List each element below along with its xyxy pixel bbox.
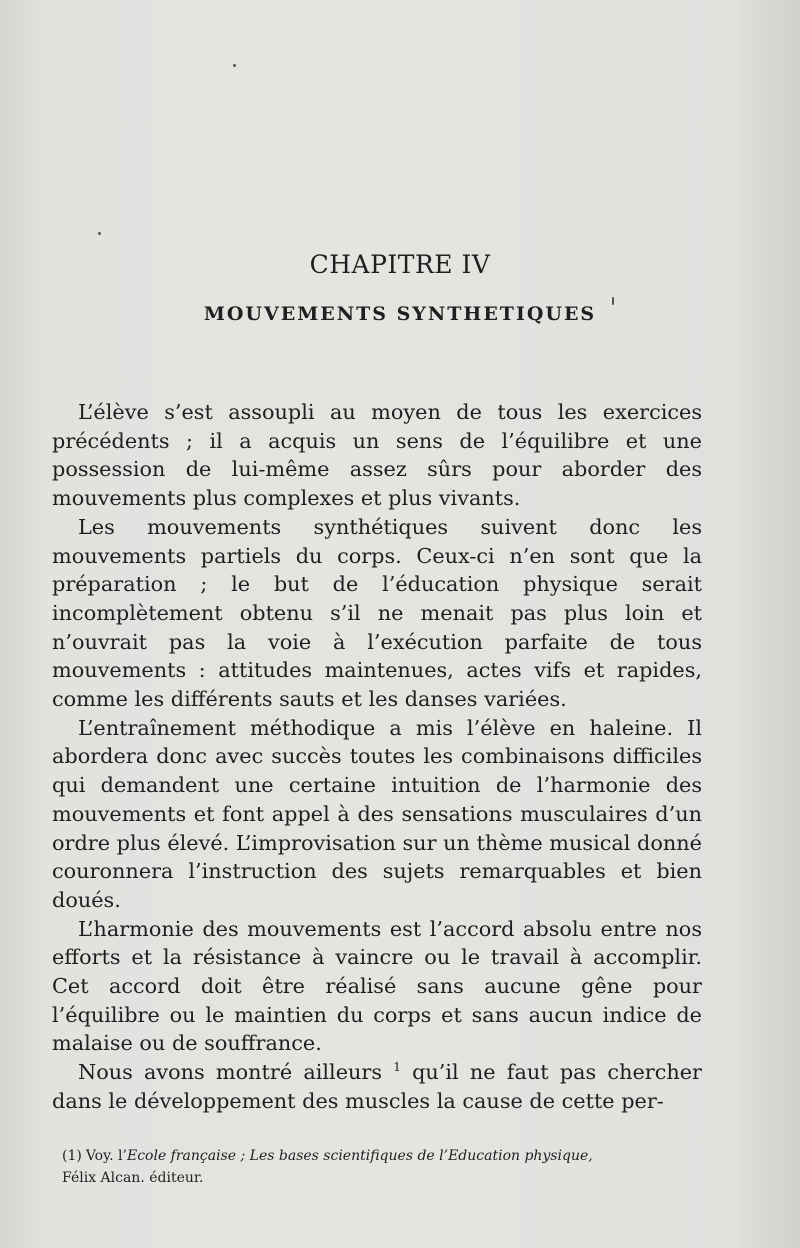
paragraph-2: Les mouvements synthétiques suivent donc les mouvements partiels du corps. Ceux-ci n’en sont que la préparation ; le but de l’éducation physique serait incomplètement obtenu s’il ne menait pas plus loin et n’ouvrait pas la voie à l’exécution parfaite de tous mouvements : attitudes maintenues, actes vifs et rapides, comme les différents sauts et les danses variées. <box>52 514 702 712</box>
footnote-reference[interactable]: 1 <box>393 1060 401 1075</box>
footnote <box>62 1145 712 1189</box>
footnote-title: Ecole française ; Les bases scientifiques de l’Education physique, <box>126 1148 593 1164</box>
footnote-marker: (1) <box>62 1148 82 1164</box>
body-text <box>52 398 702 1116</box>
footnote-prefix: Voy. l’ <box>85 1148 127 1164</box>
paragraph-5-end: qu’il ne faut pas chercher dans le développement des muscles la cause de cette per- <box>52 1060 702 1113</box>
print-speck <box>233 64 236 67</box>
print-speck <box>98 232 101 235</box>
chapter-title: MOUVEMENTS SYNTHETIQUES <box>203 303 597 325</box>
paragraph-1: L’élève s’est assoupli au moyen de tous les exercices précédents ; il a acquis un sens de l’équilibre et une possession de lui-même assez sûrs pour aborder des mouvements plus complexes et plus vivants. <box>52 400 702 511</box>
print-speck <box>612 297 614 305</box>
paragraph-4: L’harmonie des mouvements est l’accord absolu entre nos efforts et la résistance à vaincre ou le travail à accomplir. Cet accord doit être réalisé sans aucune gêne pour l’équilibre ou le maintien du corps et sans aucun indice de malaise ou de souffrance. <box>52 916 702 1056</box>
paragraph-5 <box>52 1058 702 1115</box>
chapter-number: CHAPITRE IV <box>309 250 491 279</box>
paragraph-3: L’entraînement méthodique a mis l’élève en haleine. Il abordera donc avec succès toutes les combinaisons difficiles qui demandent une certaine intuition de l’harmonie des mouvements et font appel à des sensations musculaires d’un ordre plus élevé. L’improvisation sur un thème musical donné couronnera l’instruction des sujets remarquables et bien doués. <box>52 715 702 912</box>
paragraph-5-start: Nous avons montré ailleurs <box>78 1060 383 1085</box>
footnote-publisher: Félix Alcan. éditeur. <box>62 1170 204 1186</box>
